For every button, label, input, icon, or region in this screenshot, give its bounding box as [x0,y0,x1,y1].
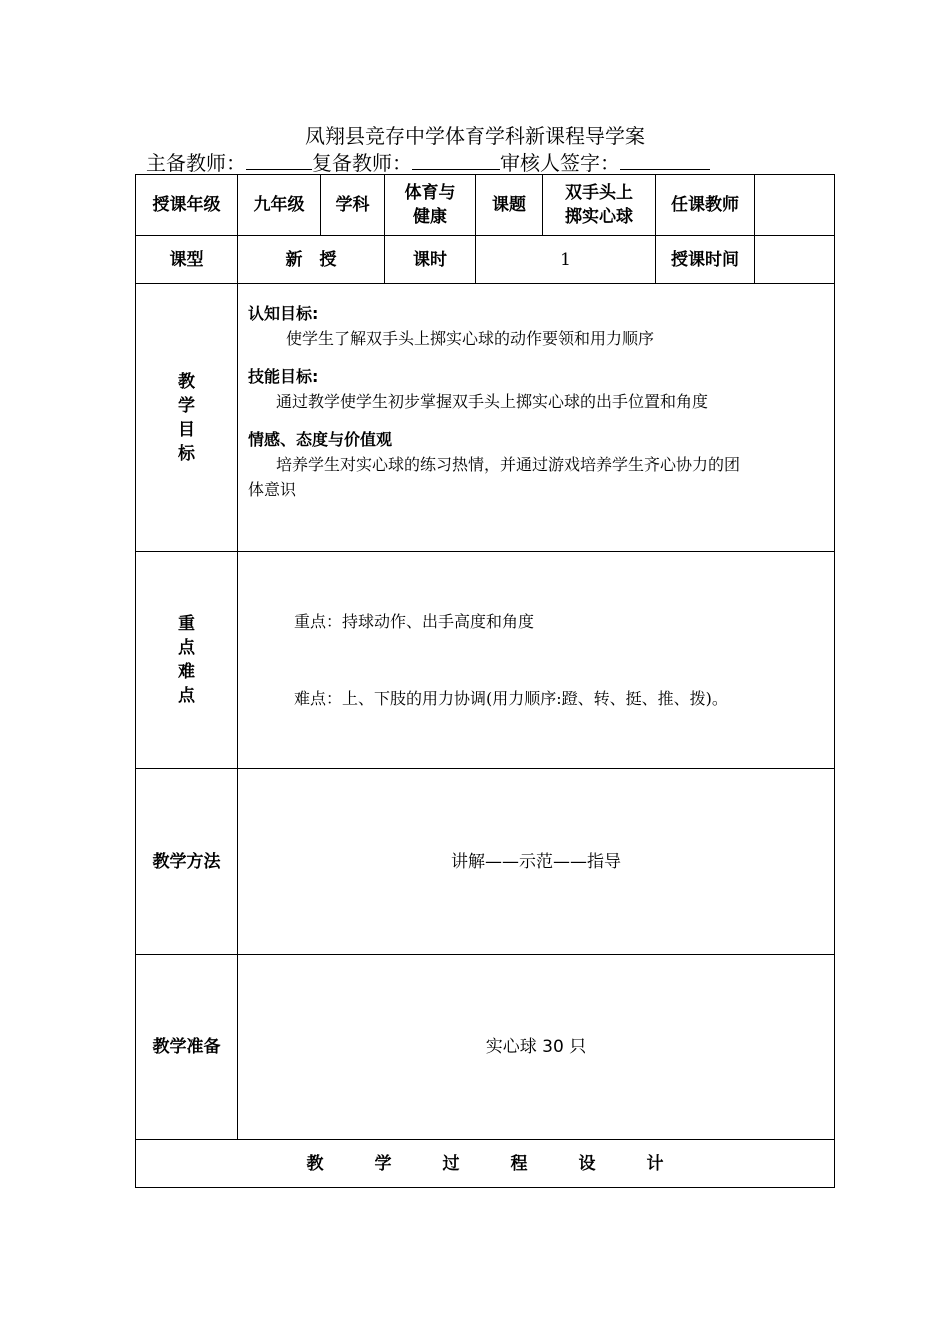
goals-content [238,284,835,552]
row-process-design [136,1140,835,1188]
row-lesson-type [136,236,835,284]
affective-heading: 情感、态度与价值观 [248,430,393,449]
lead-teacher-label: 主备教师： [146,151,246,175]
subject-value: 体育与 健康 [385,175,476,236]
co-teacher-label: 复备教师： [312,151,412,175]
row-preparation [136,955,835,1140]
affective-text-cont: 体意识 [248,480,297,499]
reviewer-label: 审核人签字： [500,151,620,175]
preparation-label: 教学准备 [136,955,238,1140]
type-value: 新 授 [238,236,385,284]
row-key-points [136,552,835,769]
type-label: 课型 [136,236,238,284]
affective-text: 培养学生对实心球的练习热情，并通过游戏培养学生齐心协力的团 [276,455,741,474]
goals-label: 教 学 目 标 [136,284,238,552]
cognitive-text: 使学生了解双手头上掷实心球的动作要领和用力顺序 [286,329,655,348]
period-value: 1 [476,236,656,284]
teacher-label: 任课教师 [656,175,755,236]
row-teaching-method [136,769,835,955]
method-value: 讲解——示范——指导 [238,769,835,955]
process-design-heading: 教 学 过 程 设 计 [136,1140,835,1188]
topic-value: 双手头上 掷实心球 [543,175,656,236]
row-teaching-goals [136,284,835,552]
keypoints-content [238,552,835,769]
row-basic-info [136,175,835,236]
subject-label: 学科 [321,175,385,236]
difficulty-text: 难点：上、下肢的用力协调(用力顺序:蹬、转、挺、推、拨)。 [294,688,728,708]
key-point-text: 重点：持球动作、出手高度和角度 [294,611,535,631]
reviewer-blank[interactable] [620,149,710,170]
skill-text: 通过教学使学生初步掌握双手头上掷实心球的出手位置和角度 [276,392,709,411]
page-title: 凤翔县竞存中学体育学科新课程导学案 [305,124,645,148]
skill-heading: 技能目标: [248,367,319,386]
cognitive-heading: 认知目标: [248,304,319,323]
period-label: 课时 [385,236,476,284]
lead-teacher-blank[interactable] [246,149,312,170]
preparation-value: 实心球 30 只 [238,955,835,1140]
header-signature-line [146,149,710,176]
grade-label: 授课年级 [136,175,238,236]
teacher-value[interactable] [755,175,835,236]
co-teacher-blank[interactable] [412,149,500,170]
method-label: 教学方法 [136,769,238,955]
time-label: 授课时间 [656,236,755,284]
keypoints-label: 重 点 难 点 [136,552,238,769]
lesson-plan-table [135,174,835,1188]
time-value[interactable] [755,236,835,284]
grade-value: 九年级 [238,175,321,236]
topic-label: 课题 [476,175,543,236]
